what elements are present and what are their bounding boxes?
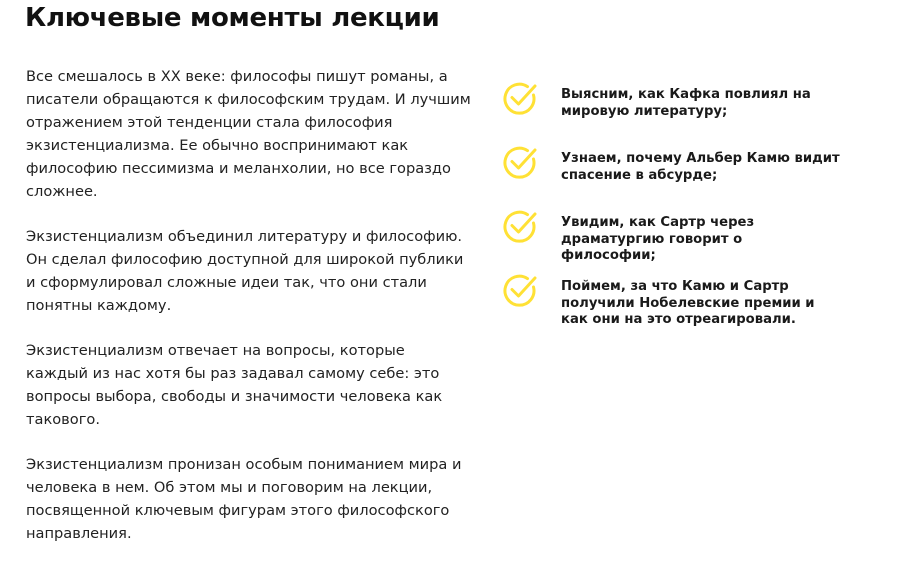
paragraph-line: философию пессимизма и меланхолии, но все гораздо — [26, 160, 451, 177]
key-point-text — [561, 279, 815, 329]
key-point-line: спасение в абсурде; — [561, 167, 718, 183]
paragraph-line: и сформулировал сложные идеи так, что они стали — [26, 274, 427, 291]
key-point-line: философии; — [561, 248, 656, 263]
paragraph-line: человека в нем. Об этом мы и поговорим на лекции, — [26, 479, 433, 496]
paragraph-line: вопросы выбора, свободы и значимости человека как — [26, 388, 443, 405]
paragraph-line: направления. — [26, 525, 132, 542]
paragraph-line: экзистенциализма. Ее обычно воспринимают как — [26, 137, 409, 154]
check-circle-icon — [502, 273, 538, 309]
key-point-line: Выясним, как Кафка повлиял на — [561, 87, 811, 102]
key-point-line: мировую литературу; — [561, 103, 728, 119]
key-point-text — [561, 215, 754, 265]
key-point-text — [561, 151, 840, 184]
key-point-line: Узнаем, почему Альбер Камю видит — [561, 151, 840, 166]
key-point-line: Увидим, как Сартр через — [561, 215, 755, 230]
paragraph-line: Он сделал философию доступной для широкой публики — [26, 251, 464, 268]
paragraph-line: Экзистенциализм объединил литературу и философию. — [26, 228, 463, 245]
description-paragraph-1 — [26, 65, 471, 203]
paragraph-line: писатели обращаются к философским трудам. И лучшим — [26, 91, 471, 108]
paragraph-line: такового. — [26, 411, 100, 428]
paragraph-line: отражением этой тенденции стала философия — [26, 114, 393, 131]
description-paragraph-4 — [26, 453, 466, 545]
key-point-line: получили Нобелевские премии и — [561, 295, 815, 311]
paragraph-line: каждый из нас хотя бы раз задавал самому себе: это — [26, 365, 440, 382]
lecture-description — [26, 65, 471, 567]
description-paragraph-2 — [26, 225, 466, 317]
paragraph-line: Экзистенциализм пронизан особым пониманием мира и — [26, 456, 462, 473]
paragraph-line: Экзистенциализм отвечает на вопросы, которые — [26, 342, 405, 359]
paragraph-line: Все смешалось в XX веке: философы пишут романы, а — [26, 68, 448, 85]
key-point-line: Поймем, за что Камю и Сартр — [561, 279, 789, 294]
key-points-list — [502, 0, 902, 560]
description-paragraph-3 — [26, 339, 466, 431]
key-point-text — [561, 87, 811, 120]
paragraph-line: понятны каждому. — [26, 297, 172, 314]
paragraph-line: сложнее. — [26, 183, 98, 200]
check-circle-icon — [502, 209, 538, 245]
page-title: Ключевые моменты лекции — [25, 3, 440, 33]
key-point-line: драматургию говорит о — [561, 231, 743, 247]
check-circle-icon — [502, 81, 538, 117]
check-circle-icon — [502, 145, 538, 181]
key-point-line: как они на это отреагировали. — [561, 312, 796, 327]
paragraph-line: посвященной ключевым фигурам этого философского — [26, 502, 450, 519]
